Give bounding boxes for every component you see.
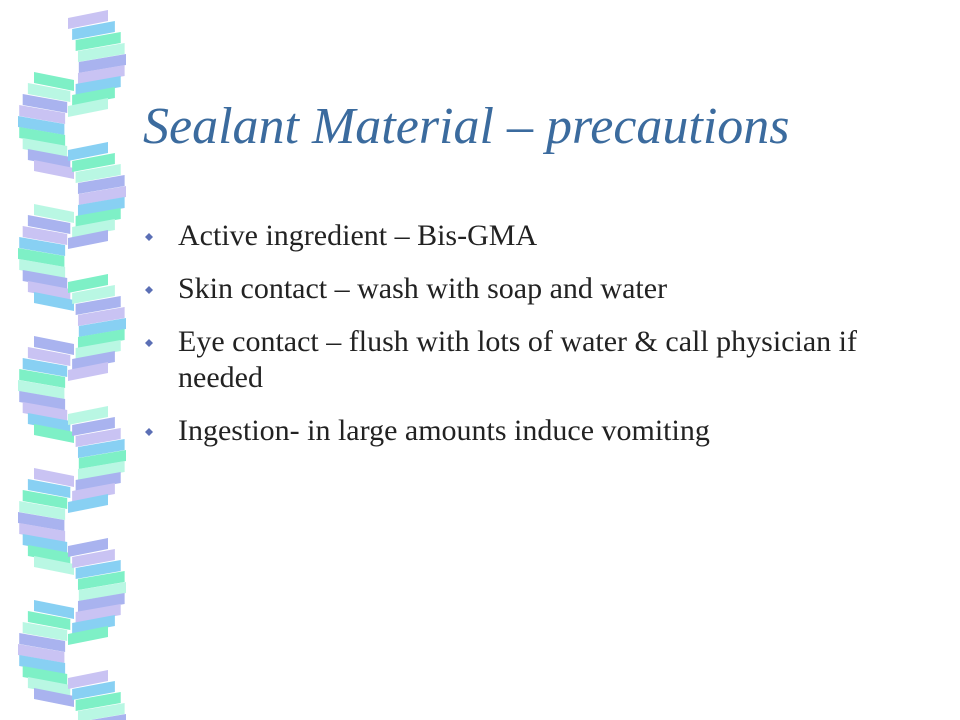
bullet-text: Eye contact – flush with lots of water & call physician if needed xyxy=(178,325,857,394)
diamond-bullet-icon xyxy=(145,428,153,436)
spiral-border-decoration xyxy=(0,0,140,720)
bullet-list xyxy=(143,218,863,466)
diamond-bullet-icon xyxy=(145,286,153,294)
bullet-item xyxy=(143,271,863,307)
bullet-item xyxy=(143,324,863,396)
bullet-item xyxy=(143,218,863,254)
slide-title: Sealant Material – precautions xyxy=(143,98,790,155)
bullet-text: Skin contact – wash with soap and water xyxy=(178,272,668,305)
diamond-bullet-icon xyxy=(145,339,153,347)
diamond-bullet-icon xyxy=(145,233,153,241)
bullet-text: Ingestion- in large amounts induce vomiting xyxy=(178,414,710,447)
bullet-item xyxy=(143,413,863,449)
bullet-text: Active ingredient – Bis-GMA xyxy=(178,219,538,252)
